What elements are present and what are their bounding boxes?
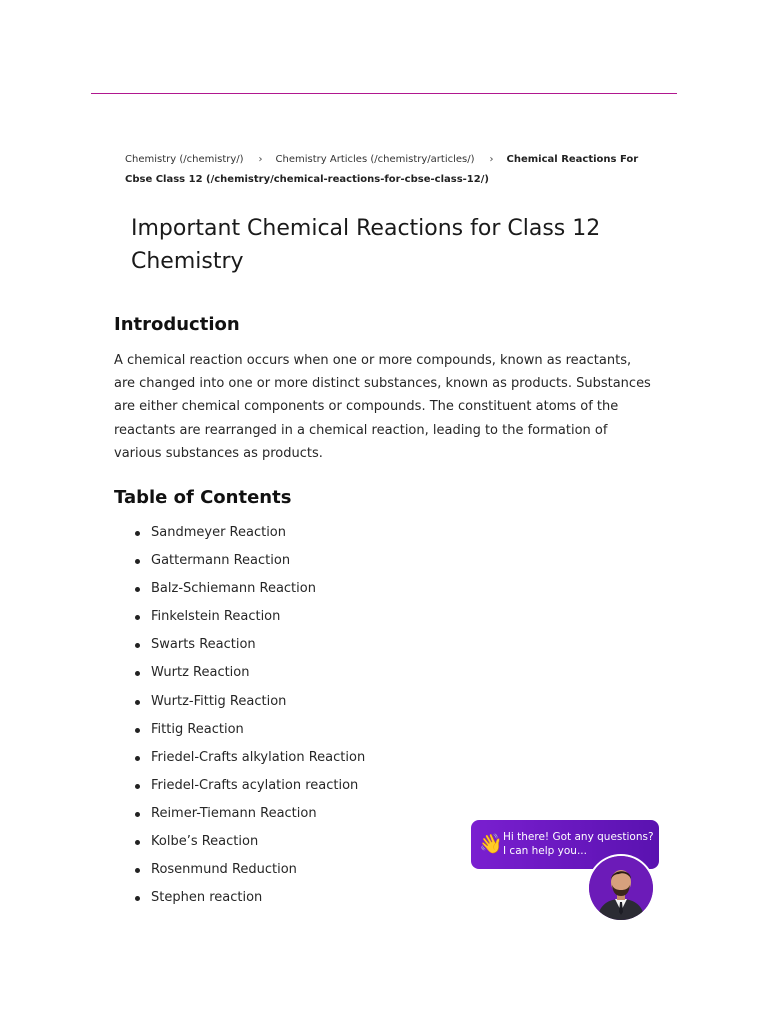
chat-prompt-message[interactable]: Hi there! Got any questions? I can help you...: [503, 831, 654, 857]
toc-item[interactable]: [114, 828, 365, 856]
waving-hand-icon: 👋: [479, 833, 503, 855]
bullet-icon: [135, 784, 140, 789]
toc-item-label[interactable]: Stephen reaction: [151, 890, 263, 906]
bullet-icon: [135, 559, 140, 564]
bullet-icon: [135, 840, 140, 845]
toc-item[interactable]: [114, 575, 365, 603]
toc-item-label[interactable]: Balz-Schiemann Reaction: [151, 581, 316, 597]
toc-item-label[interactable]: Finkelstein Reaction: [151, 609, 281, 625]
toc-item[interactable]: [114, 800, 365, 828]
toc-item-label[interactable]: Kolbe’s Reaction: [151, 834, 259, 850]
toc-item[interactable]: [114, 603, 365, 631]
bullet-icon: [135, 615, 140, 620]
toc-item-label[interactable]: Gattermann Reaction: [151, 553, 291, 569]
toc-item[interactable]: [114, 519, 365, 547]
page-title: Important Chemical Reactions for Class 12 Chemistry: [131, 216, 601, 274]
toc-item-label[interactable]: Sandmeyer Reaction: [151, 525, 287, 540]
toc-item-label[interactable]: Swarts Reaction: [151, 637, 256, 653]
toc-item[interactable]: [114, 856, 365, 884]
toc-item-label[interactable]: Reimer-Tiemann Reaction: [151, 805, 317, 821]
support-agent-avatar[interactable]: [589, 856, 653, 920]
toc-item-label[interactable]: Rosenmund Reduction: [151, 862, 297, 878]
toc-item[interactable]: [114, 659, 365, 687]
bullet-icon: [135, 728, 140, 733]
toc-item[interactable]: [114, 744, 365, 772]
toc-item[interactable]: [114, 716, 365, 744]
toc-item-label[interactable]: Wurtz-Fittig Reaction: [151, 693, 287, 709]
toc-item-label[interactable]: Fittig Reaction: [151, 721, 244, 737]
bullet-icon: [135, 587, 140, 592]
bullet-icon: [135, 531, 140, 536]
toc-item[interactable]: [114, 688, 365, 716]
bullet-icon: [135, 643, 140, 648]
breadcrumb-link-chemistry[interactable]: Chemistry (/chemistry/): [125, 154, 244, 165]
bullet-icon: [135, 868, 140, 873]
bullet-icon: [135, 756, 140, 761]
header-divider: [91, 93, 677, 94]
toc-item-label[interactable]: Wurtz Reaction: [151, 665, 250, 681]
toc-item[interactable]: [114, 547, 365, 575]
bullet-icon: [135, 700, 140, 705]
toc-item[interactable]: [114, 884, 365, 912]
avatar-portrait-image: [589, 856, 653, 920]
introduction-heading: Introduction: [114, 314, 240, 335]
bullet-icon: [135, 671, 140, 676]
breadcrumb-current-page: Chemical Reactions For Cbse Class 12 (/chemistry/chemical-reactions-for-cbse-class-12/): [125, 154, 639, 185]
toc-item[interactable]: [114, 631, 365, 659]
table-of-contents-list: [114, 519, 365, 912]
chevron-right-icon: ›: [258, 154, 263, 165]
bullet-icon: [135, 896, 140, 901]
breadcrumb: [125, 150, 650, 190]
breadcrumb-link-chemistry-articles[interactable]: Chemistry Articles (/chemistry/articles/): [275, 154, 475, 165]
table-of-contents-heading: Table of Contents: [114, 487, 292, 508]
bullet-icon: [135, 812, 140, 817]
introduction-paragraph: A chemical reaction occurs when one or more compounds, known as reactants, are changed into one or more distinct substances, known as products. Substances are either chemical components or compounds. The constituent atoms of the reactants are rearranged in a chemical reaction, leading to the formation of various substances as products.: [114, 353, 651, 461]
toc-item-label[interactable]: Friedel-Crafts acylation reaction: [151, 777, 359, 793]
toc-item-label[interactable]: Friedel-Crafts alkylation Reaction: [151, 749, 366, 765]
chevron-right-icon: ›: [489, 154, 494, 165]
toc-item[interactable]: [114, 772, 365, 800]
